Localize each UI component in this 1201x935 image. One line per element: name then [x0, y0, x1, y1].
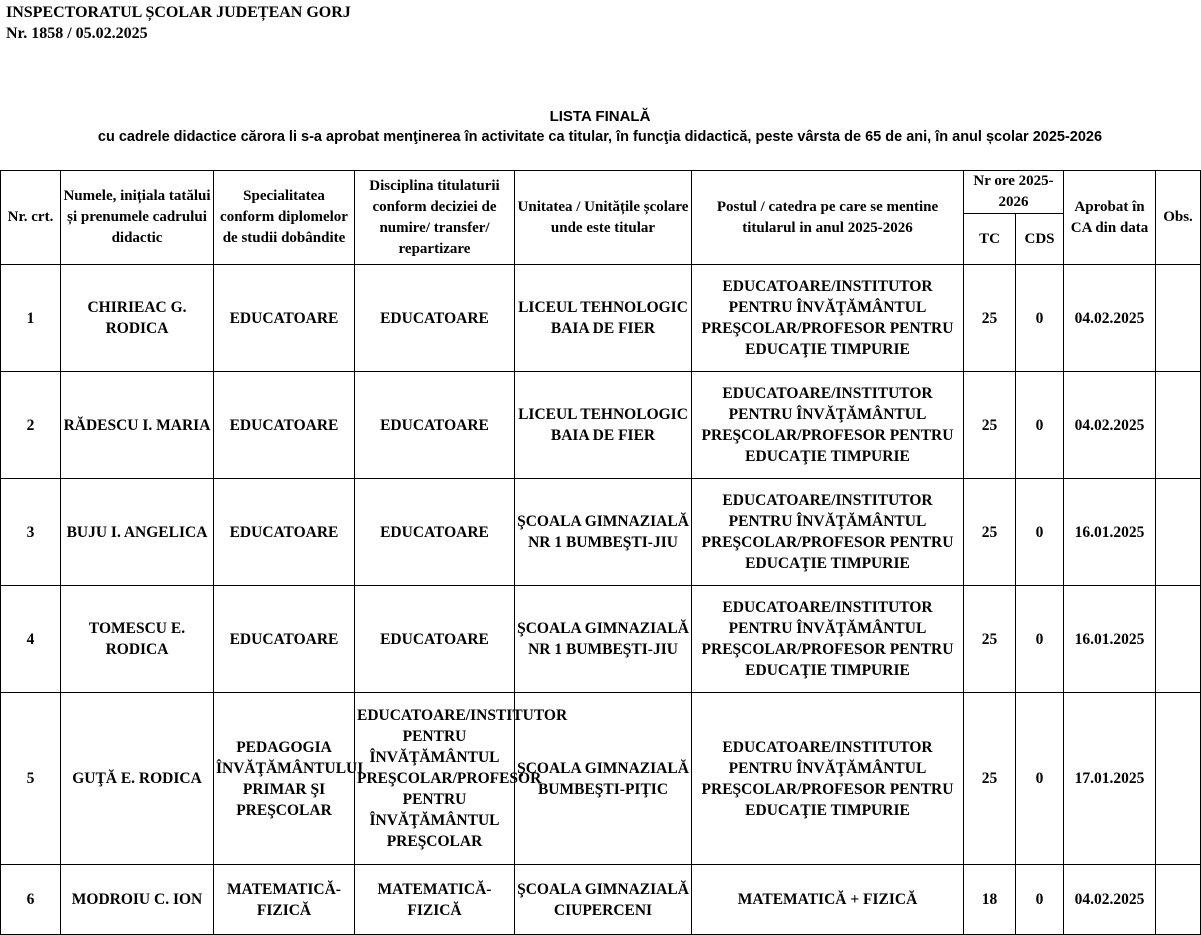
header-tc: TC [964, 214, 1016, 265]
cell-unitate: ŞCOALA GIMNAZIALĂ BUMBEŞTI-PIŢIC [515, 693, 692, 865]
cell-disciplina: MATEMATICĂ-FIZICĂ [355, 865, 515, 935]
cell-cds: 0 [1016, 586, 1064, 693]
cell-obs [1156, 372, 1201, 479]
cell-tc: 25 [964, 479, 1016, 586]
cell-nume: MODROIU C. ION [61, 865, 214, 935]
cell-nr: 5 [1, 693, 61, 865]
header-nr-ore: Nr ore 2025-2026 [964, 171, 1064, 214]
cell-post: EDUCATOARE/INSTITUTOR PENTRU ÎNVĂŢĂMÂNTUL PREŞCOLAR/PROFESOR PENTRU EDUCAŢIE TIMPURIE [692, 693, 964, 865]
document-title: LISTA FINALĂ [549, 108, 651, 125]
table-row [1, 479, 1201, 586]
cell-cds: 0 [1016, 865, 1064, 935]
cell-unitate: ŞCOALA GIMNAZIALĂ NR 1 BUMBEŞTI-JIU [515, 479, 692, 586]
cell-obs [1156, 265, 1201, 372]
cell-nume: TOMESCU E. RODICA [61, 586, 214, 693]
header-obs: Obs. [1156, 171, 1201, 265]
document-number: Nr. 1858 / 05.02.2025 [6, 25, 148, 42]
cell-disciplina: EDUCATOARE [355, 372, 515, 479]
header-nume: Numele, inițiala tatălui și prenumele cadrului didactic [61, 171, 214, 265]
cell-disciplina: EDUCATOARE [355, 479, 515, 586]
cell-specialitate: EDUCATOARE [214, 265, 355, 372]
cell-nume: RĂDESCU I. MARIA [61, 372, 214, 479]
table-row [1, 693, 1201, 865]
table-row [1, 265, 1201, 372]
cell-cds: 0 [1016, 265, 1064, 372]
cell-post: MATEMATICĂ + FIZICĂ [692, 865, 964, 935]
header-post: Postul / catedra pe care se mentine titularul in anul 2025-2026 [692, 171, 964, 265]
cell-obs [1156, 586, 1201, 693]
cell-specialitate: EDUCATOARE [214, 372, 355, 479]
cell-specialitate: EDUCATOARE [214, 479, 355, 586]
cell-nr: 2 [1, 372, 61, 479]
header-cds: CDS [1016, 214, 1064, 265]
cell-disciplina: EDUCATOARE [355, 265, 515, 372]
cell-nr: 6 [1, 865, 61, 935]
cell-obs [1156, 479, 1201, 586]
header-specialitate: Specialitatea conform diplomelor de studii dobândite [214, 171, 355, 265]
table-row [1, 586, 1201, 693]
cell-post: EDUCATOARE/INSTITUTOR PENTRU ÎNVĂŢĂMÂNTUL PREŞCOLAR/PROFESOR PENTRU EDUCAŢIE TIMPURIE [692, 265, 964, 372]
cell-obs [1156, 693, 1201, 865]
teachers-table [0, 170, 1201, 935]
cell-post: EDUCATOARE/INSTITUTOR PENTRU ÎNVĂŢĂMÂNTUL PREŞCOLAR/PROFESOR PENTRU EDUCAŢIE TIMPURIE [692, 586, 964, 693]
cell-tc: 25 [964, 693, 1016, 865]
document-header [6, 2, 351, 44]
cell-specialitate: PEDAGOGIA ÎNVĂŢĂMÂNTULUI PRIMAR ŞI PREŞCOLAR [214, 693, 355, 865]
cell-nr: 1 [1, 265, 61, 372]
cell-nume: BUJU I. ANGELICA [61, 479, 214, 586]
cell-tc: 25 [964, 372, 1016, 479]
cell-unitate: ŞCOALA GIMNAZIALĂ CIUPERCENI [515, 865, 692, 935]
cell-nr: 3 [1, 479, 61, 586]
cell-unitate: LICEUL TEHNOLOGIC BAIA DE FIER [515, 265, 692, 372]
cell-cds: 0 [1016, 372, 1064, 479]
cell-nume: GUŢĂ E. RODICA [61, 693, 214, 865]
cell-tc: 25 [964, 586, 1016, 693]
cell-unitate: ŞCOALA GIMNAZIALĂ NR 1 BUMBEŞTI-JIU [515, 586, 692, 693]
header-nr: Nr. crt. [1, 171, 61, 265]
cell-unitate: LICEUL TEHNOLOGIC BAIA DE FIER [515, 372, 692, 479]
cell-specialitate: MATEMATICĂ-FIZICĂ [214, 865, 355, 935]
cell-cds: 0 [1016, 693, 1064, 865]
cell-data: 17.01.2025 [1064, 693, 1156, 865]
cell-obs [1156, 865, 1201, 935]
cell-data: 04.02.2025 [1064, 265, 1156, 372]
cell-data: 04.02.2025 [1064, 865, 1156, 935]
institution-name: INSPECTORATUL ȘCOLAR JUDEȚEAN GORJ [6, 4, 351, 21]
cell-disciplina: EDUCATOARE [355, 586, 515, 693]
cell-tc: 25 [964, 265, 1016, 372]
table-row [1, 372, 1201, 479]
cell-nr: 4 [1, 586, 61, 693]
table-row [1, 865, 1201, 935]
cell-data: 16.01.2025 [1064, 479, 1156, 586]
header-unitate: Unitatea / Unitățile școlare unde este titular [515, 171, 692, 265]
document-subtitle: cu cadrele didactice cărora li s-a aprobat menţinerea în activitate ca titular, în funcţia didactică, peste vârsta de 65 de ani, în anul școlar 2025-2026 [97, 129, 1103, 145]
cell-disciplina: EDUCATOARE/INSTITUTOR PENTRU ÎNVĂŢĂMÂNTUL PREŞCOLAR/PROFESOR PENTRU ÎNVĂŢĂMÂNTUL PREŞCOLAR [355, 693, 515, 865]
cell-cds: 0 [1016, 479, 1064, 586]
cell-nume: CHIRIEAC G. RODICA [61, 265, 214, 372]
cell-post: EDUCATOARE/INSTITUTOR PENTRU ÎNVĂŢĂMÂNTUL PREŞCOLAR/PROFESOR PENTRU EDUCAŢIE TIMPURIE [692, 479, 964, 586]
header-aprobat: Aprobat în CA din data [1064, 171, 1156, 265]
cell-post: EDUCATOARE/INSTITUTOR PENTRU ÎNVĂŢĂMÂNTUL PREŞCOLAR/PROFESOR PENTRU EDUCAŢIE TIMPURIE [692, 372, 964, 479]
cell-specialitate: EDUCATOARE [214, 586, 355, 693]
cell-data: 16.01.2025 [1064, 586, 1156, 693]
cell-tc: 18 [964, 865, 1016, 935]
cell-data: 04.02.2025 [1064, 372, 1156, 479]
header-disciplina: Disciplina titulaturii conform deciziei de numire/ transfer/ repartizare [355, 171, 515, 265]
